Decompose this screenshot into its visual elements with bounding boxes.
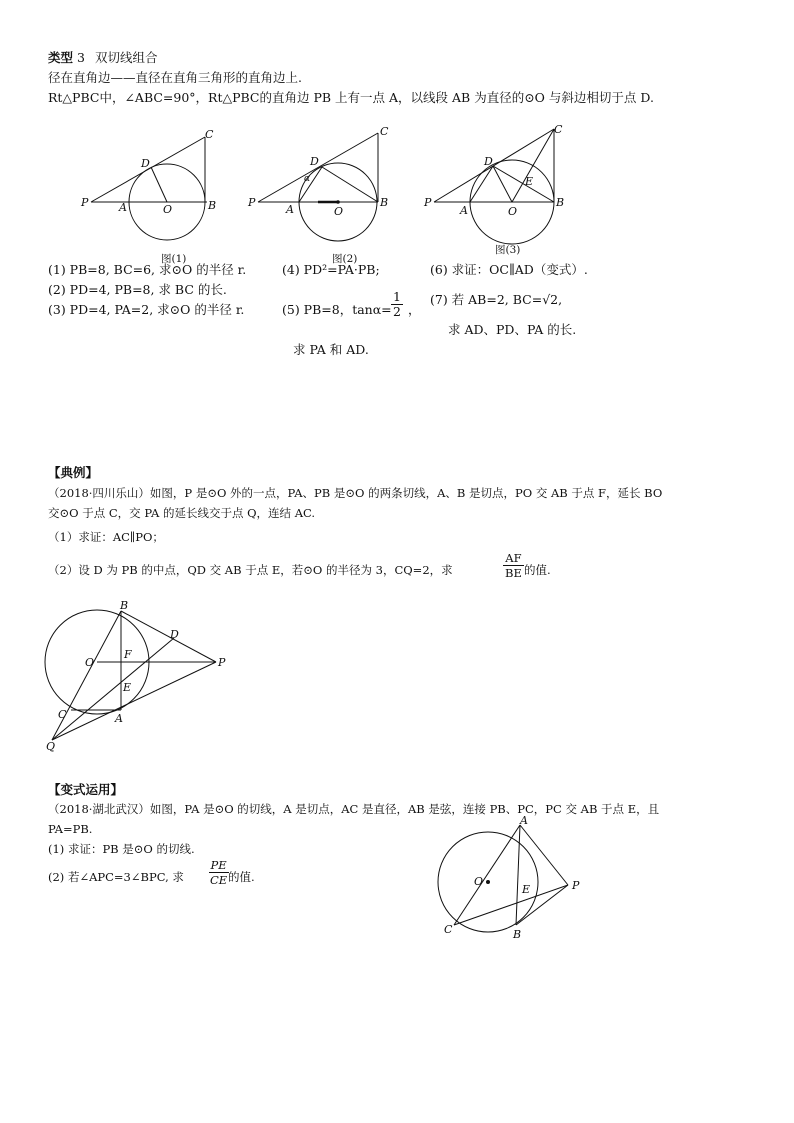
example-segment-pb	[121, 611, 216, 662]
section-title-num: 3	[77, 50, 85, 65]
example-label-o: O	[85, 656, 95, 669]
figure-2	[242, 125, 402, 265]
fig1-label-d: D	[141, 157, 150, 170]
variant-segment-pa	[520, 825, 568, 885]
question-5-prefix: (5) PB=8，tanα=	[282, 302, 392, 317]
fig3-segment-oc	[512, 129, 554, 202]
fig1-label-a: A	[119, 201, 127, 214]
example-fraction-num: AF	[505, 551, 522, 565]
fig2-label-a: A	[286, 203, 294, 216]
example-line-1: （2018·四川乐山）如图，P 是⊙O 外的一点，PA、PB 是⊙O 的两条切线，A、B 是切点，PO 交 AB 于点 F，延长 BO	[48, 486, 663, 500]
fig2-caption: 图(2)	[332, 253, 358, 265]
example-line-2: 交⊙O 于点 C，交 PA 的延长线交于点 Q，连结 AC.	[48, 506, 316, 520]
section-subtitle: 径在直角边——直径在直角三角形的直角边上.	[48, 70, 302, 85]
variant-segment-pc	[454, 885, 568, 925]
variant-figure	[432, 815, 602, 945]
question-4: (4) PD²=PA·PB;	[282, 262, 380, 277]
fig3-label-c: C	[554, 123, 563, 136]
fig3-caption: 图(3)	[495, 244, 521, 256]
example-label-d: D	[170, 628, 179, 641]
fig2-label-d: D	[310, 155, 319, 168]
example-label-e: E	[123, 681, 132, 694]
question-5-tail: ，	[408, 302, 421, 317]
fig3-label-d: D	[484, 155, 493, 168]
variant-question-1: (1) 求证：PB 是⊙O 的切线.	[48, 842, 195, 856]
example-question-2-suffix: 的值.	[524, 563, 551, 577]
example-segment-qp	[52, 662, 216, 740]
question-5-fraction	[391, 290, 403, 319]
example-label-p: P	[218, 656, 226, 669]
variant-label-o: O	[474, 875, 484, 888]
variant-label-c: C	[444, 923, 453, 936]
section-title-text: 双切线组合	[94, 50, 158, 65]
variant-line-1: （2018·湖北武汉）如图，PA 是⊙O 的切线，A 是切点，AC 是直径，AB 是弦，连接 PB、PC，PC 交 AB 于点 E，且	[48, 802, 660, 816]
fig3-label-e: E	[525, 175, 534, 188]
variant-fraction-num: PE	[210, 858, 227, 872]
question-7-line2: 求 AD、PD、PA 的长.	[448, 322, 577, 337]
variant-label-b: B	[513, 928, 522, 941]
fig2-label-alpha: α	[304, 174, 311, 184]
fig1-label-c: C	[205, 128, 214, 141]
variant-line-2: PA=PB.	[48, 822, 93, 836]
variant-fraction-den: CE	[210, 873, 228, 887]
fig1-caption: 图(1)	[161, 253, 187, 265]
question-5-fraction-den: 2	[393, 304, 401, 319]
example-figure	[40, 598, 240, 758]
example-fraction-den: BE	[505, 566, 522, 580]
variant-center-dot	[486, 880, 490, 884]
section-intro: Rt△PBC中，∠ABC=90°，Rt△PBC的直角边 PB 上有一点 A，以线段 AB 为直径的⊙O 与斜边相切于点 D.	[48, 90, 654, 105]
example-label-f: F	[124, 648, 132, 661]
example-label-b: B	[120, 599, 129, 612]
fig3-label-o: O	[508, 205, 518, 218]
example-question-2-prefix: （2）设 D 为 PB 的中点，QD 交 AB 于点 E，若⊙O 的半径为 3，CQ=2，求	[48, 563, 453, 577]
variant-label-p: P	[572, 879, 580, 892]
variant-question-2-prefix: (2) 若∠APC=3∠BPC, 求	[48, 870, 184, 884]
section-title	[48, 50, 157, 65]
fig1-label-p: P	[81, 196, 89, 209]
question-3: (3) PD=4, PA=2, 求⊙O 的半径 r.	[48, 302, 245, 317]
figure-1	[75, 125, 235, 265]
example-question-2-fraction	[503, 551, 524, 580]
variant-label-a: A	[520, 814, 528, 827]
fig1-label-o: O	[163, 203, 173, 216]
fig2-segment-bd	[322, 167, 378, 202]
variant-segment-ac	[454, 825, 520, 925]
fig3-label-a: A	[460, 204, 468, 217]
fig1-segment-od	[151, 167, 167, 202]
figure-3	[418, 125, 578, 265]
question-6: (6) 求证：OC∥AD（变式）.	[430, 262, 588, 277]
question-5-fraction-num: 1	[393, 289, 401, 304]
question-7: (7) 若 AB=2, BC=√2,	[430, 292, 563, 307]
fig1-label-b: B	[208, 199, 217, 212]
question-2: (2) PD=4, PB=8, 求 BC 的长.	[48, 282, 227, 297]
fig2-label-b: B	[380, 196, 389, 209]
variant-label-e: E	[522, 883, 531, 896]
variant-heading: 【变式运用】	[48, 782, 124, 797]
variant-question-2-suffix: 的值.	[228, 870, 255, 884]
variant-segment-ab	[516, 825, 520, 925]
example-label-c: C	[58, 708, 67, 721]
question-1: (1) PB=8, BC=6, 求⊙O 的半径 r.	[48, 262, 247, 277]
example-label-q: Q	[46, 740, 56, 753]
example-question-1: （1）求证：AC∥PO；	[48, 530, 164, 544]
fig3-segment-ad	[470, 166, 493, 202]
fig2-label-p: P	[248, 196, 256, 209]
question-5-line2: 求 PA 和 AD.	[293, 342, 369, 357]
example-label-a: A	[115, 712, 123, 725]
fig2-label-o: O	[334, 205, 344, 218]
fig2-label-c: C	[380, 125, 389, 138]
fig3-label-b: B	[556, 196, 565, 209]
variant-question-2-fraction	[208, 858, 229, 887]
example-segment-qd	[52, 638, 174, 740]
fig2-center-dot	[336, 200, 340, 204]
example-heading: 【典例】	[48, 465, 99, 480]
section-title-bold: 类型	[48, 50, 74, 65]
fig3-label-p: P	[424, 196, 432, 209]
